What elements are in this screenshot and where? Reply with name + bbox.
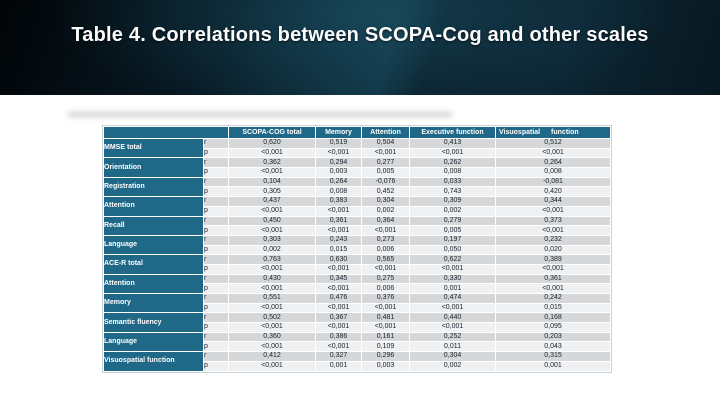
p-value-cell: 0,002 (410, 361, 496, 371)
r-value-cell: 0,481 (362, 313, 410, 323)
r-value-cell: 0,279 (410, 216, 496, 226)
slide-title: Table 4. Correlations between SCOPA-Cog and other scales (71, 24, 649, 46)
p-value-cell: <0,001 (362, 148, 410, 158)
r-value-cell: 0,275 (362, 274, 410, 284)
p-value-cell: <0,001 (229, 303, 316, 313)
stat-label-r: r (204, 139, 229, 149)
p-value-cell: <0,001 (496, 148, 611, 158)
p-value-cell: <0,001 (496, 264, 611, 274)
stat-label-p: p (204, 148, 229, 158)
r-value-cell: 0,232 (496, 235, 611, 245)
p-value-cell: 0,003 (362, 361, 410, 371)
r-value-cell: 0,412 (229, 352, 316, 362)
r-value-cell: 0,620 (229, 139, 316, 149)
table-row-r (104, 177, 611, 187)
stat-label-p: p (204, 226, 229, 236)
p-value-cell: <0,001 (316, 264, 362, 274)
p-value-cell: <0,001 (229, 206, 316, 216)
row-label: Memory (104, 294, 204, 313)
r-value-cell: 0,413 (410, 139, 496, 149)
r-value-cell: -0,081 (496, 177, 611, 187)
row-label: Semantic fluency (104, 313, 204, 332)
stat-label-p: p (204, 323, 229, 333)
r-value-cell: 0,502 (229, 313, 316, 323)
r-value-cell: 0,315 (496, 352, 611, 362)
stat-label-r: r (204, 294, 229, 304)
title-band (0, 0, 720, 95)
r-value-cell: 0,304 (362, 197, 410, 207)
r-value-cell: 0,294 (316, 158, 362, 168)
row-label: Registration (104, 177, 204, 196)
p-value-cell: 0,002 (229, 245, 316, 255)
p-value-cell: <0,001 (229, 284, 316, 294)
p-value-cell: 0,095 (496, 323, 611, 333)
correlation-table (103, 126, 611, 372)
p-value-cell: 0,008 (316, 187, 362, 197)
r-value-cell: 0,361 (496, 274, 611, 284)
row-label: Attention (104, 274, 204, 293)
stat-label-r: r (204, 197, 229, 207)
stat-label-r: r (204, 235, 229, 245)
p-value-cell: 0,002 (410, 206, 496, 216)
r-value-cell: 0,383 (316, 197, 362, 207)
column-header-memory: Memory (316, 127, 362, 139)
table-row-r (104, 352, 611, 362)
row-label: Attention (104, 197, 204, 216)
r-value-cell: 0,476 (316, 294, 362, 304)
p-value-cell: <0,001 (410, 303, 496, 313)
p-value-cell: 0,050 (410, 245, 496, 255)
table-container (102, 125, 612, 373)
row-label: MMSE total (104, 139, 204, 158)
r-value-cell: 0,104 (229, 177, 316, 187)
p-value-cell: 0,020 (496, 245, 611, 255)
p-value-cell: <0,001 (229, 342, 316, 352)
r-value-cell: 0,450 (229, 216, 316, 226)
table-row-r (104, 294, 611, 304)
r-value-cell: 0,474 (410, 294, 496, 304)
r-value-cell: 0,364 (362, 216, 410, 226)
stat-label-p: p (204, 245, 229, 255)
table-row-r (104, 235, 611, 245)
r-value-cell: 0,264 (316, 177, 362, 187)
table-row-r (104, 216, 611, 226)
p-value-cell: <0,001 (229, 323, 316, 333)
stat-label-p: p (204, 342, 229, 352)
stat-label-p: p (204, 264, 229, 274)
r-value-cell: 0,367 (316, 313, 362, 323)
row-label: Orientation (104, 158, 204, 177)
stat-label-r: r (204, 352, 229, 362)
table-top-shadow (68, 112, 452, 117)
r-value-cell: 0,168 (496, 313, 611, 323)
column-header-executive-function: Executive function (410, 127, 496, 139)
r-value-cell: 0,273 (362, 235, 410, 245)
table-body (104, 139, 611, 372)
p-value-cell: <0,001 (229, 168, 316, 178)
p-value-cell: 0,043 (496, 342, 611, 352)
stat-label-r: r (204, 177, 229, 187)
r-value-cell: 0,437 (229, 197, 316, 207)
stat-label-p: p (204, 168, 229, 178)
r-value-cell: 0,373 (496, 216, 611, 226)
p-value-cell: <0,001 (316, 206, 362, 216)
p-value-cell: 0,001 (316, 361, 362, 371)
p-value-cell: <0,001 (362, 264, 410, 274)
r-value-cell: 0,345 (316, 274, 362, 284)
stat-label-r: r (204, 255, 229, 265)
r-value-cell: 0,430 (229, 274, 316, 284)
r-value-cell: 0,327 (316, 352, 362, 362)
stat-label-p: p (204, 284, 229, 294)
table-row-r (104, 139, 611, 149)
r-value-cell: 0,277 (362, 158, 410, 168)
p-value-cell: 0,001 (496, 361, 611, 371)
r-value-cell: 0,362 (229, 158, 316, 168)
p-value-cell: <0,001 (229, 226, 316, 236)
p-value-cell: 0,006 (362, 245, 410, 255)
p-value-cell: 0,005 (410, 226, 496, 236)
p-value-cell: 0,015 (316, 245, 362, 255)
r-value-cell: 0,203 (496, 332, 611, 342)
r-value-cell: 0,242 (496, 294, 611, 304)
corner-cell (104, 127, 229, 139)
row-label: Visuospatial function (104, 352, 204, 371)
r-value-cell: 0,512 (496, 139, 611, 149)
r-value-cell: 0,296 (362, 352, 410, 362)
r-value-cell: 0,360 (229, 332, 316, 342)
r-value-cell: 0,389 (496, 255, 611, 265)
r-value-cell: 0,361 (316, 216, 362, 226)
r-value-cell: 0,565 (362, 255, 410, 265)
table-row-r (104, 313, 611, 323)
p-value-cell: 0,003 (316, 168, 362, 178)
p-value-cell: <0,001 (316, 148, 362, 158)
row-label: Recall (104, 216, 204, 235)
p-value-cell: 0,305 (229, 187, 316, 197)
p-value-cell: <0,001 (362, 226, 410, 236)
r-value-cell: 0,344 (496, 197, 611, 207)
p-value-cell: <0,001 (496, 284, 611, 294)
p-value-cell: <0,001 (410, 323, 496, 333)
table-row-r (104, 274, 611, 284)
p-value-cell: <0,001 (316, 226, 362, 236)
table-row-r (104, 158, 611, 168)
p-value-cell: 0,015 (496, 303, 611, 313)
row-label: Language (104, 235, 204, 254)
r-value-cell: 0,264 (496, 158, 611, 168)
r-value-cell: 0,161 (362, 332, 410, 342)
r-value-cell: 0,309 (410, 197, 496, 207)
p-value-cell: 0,008 (496, 168, 611, 178)
p-value-cell: <0,001 (229, 361, 316, 371)
stat-label-r: r (204, 313, 229, 323)
p-value-cell: <0,001 (410, 264, 496, 274)
column-header-attention: Attention (362, 127, 410, 139)
column-header-visuospatial-function: Visuospatial function (496, 127, 611, 139)
r-value-cell: 0,303 (229, 235, 316, 245)
p-value-cell: 0,002 (362, 206, 410, 216)
p-value-cell: <0,001 (316, 303, 362, 313)
p-value-cell: <0,001 (316, 323, 362, 333)
p-value-cell: 0,005 (362, 168, 410, 178)
r-value-cell: 0,504 (362, 139, 410, 149)
r-value-cell: 0,197 (410, 235, 496, 245)
r-value-cell: 0,304 (410, 352, 496, 362)
p-value-cell: <0,001 (316, 342, 362, 352)
table-header-row (104, 127, 611, 139)
r-value-cell: 0,551 (229, 294, 316, 304)
table-row-r (104, 255, 611, 265)
stat-label-p: p (204, 361, 229, 371)
p-value-cell: <0,001 (362, 323, 410, 333)
stat-label-p: p (204, 187, 229, 197)
p-value-cell: 0,420 (496, 187, 611, 197)
stat-label-p: p (204, 206, 229, 216)
p-value-cell: 0,001 (410, 284, 496, 294)
p-value-cell: <0,001 (316, 284, 362, 294)
r-value-cell: 0,440 (410, 313, 496, 323)
table-row-r (104, 197, 611, 207)
p-value-cell: <0,001 (496, 206, 611, 216)
p-value-cell: 0,743 (410, 187, 496, 197)
p-value-cell: <0,001 (229, 148, 316, 158)
stat-label-r: r (204, 274, 229, 284)
r-value-cell: 0,252 (410, 332, 496, 342)
r-value-cell: 0,519 (316, 139, 362, 149)
stat-label-r: r (204, 332, 229, 342)
row-label: Language (104, 332, 204, 351)
r-value-cell: 0,262 (410, 158, 496, 168)
row-label: ACE-R total (104, 255, 204, 274)
r-value-cell: 0,386 (316, 332, 362, 342)
r-value-cell: 0,630 (316, 255, 362, 265)
p-value-cell: 0,008 (410, 168, 496, 178)
column-header-scopa-cog-total: SCOPA-COG total (229, 127, 316, 139)
r-value-cell: 0,033 (410, 177, 496, 187)
r-value-cell: -0,076 (362, 177, 410, 187)
p-value-cell: <0,001 (496, 226, 611, 236)
stat-label-p: p (204, 303, 229, 313)
p-value-cell: <0,001 (410, 148, 496, 158)
r-value-cell: 0,243 (316, 235, 362, 245)
p-value-cell: 0,006 (362, 284, 410, 294)
p-value-cell: 0,011 (410, 342, 496, 352)
p-value-cell: 0,452 (362, 187, 410, 197)
r-value-cell: 0,376 (362, 294, 410, 304)
table-row-r (104, 332, 611, 342)
r-value-cell: 0,330 (410, 274, 496, 284)
r-value-cell: 0,622 (410, 255, 496, 265)
stat-label-r: r (204, 158, 229, 168)
p-value-cell: 0,109 (362, 342, 410, 352)
r-value-cell: 0,763 (229, 255, 316, 265)
p-value-cell: <0,001 (229, 264, 316, 274)
p-value-cell: <0,001 (362, 303, 410, 313)
stat-label-r: r (204, 216, 229, 226)
